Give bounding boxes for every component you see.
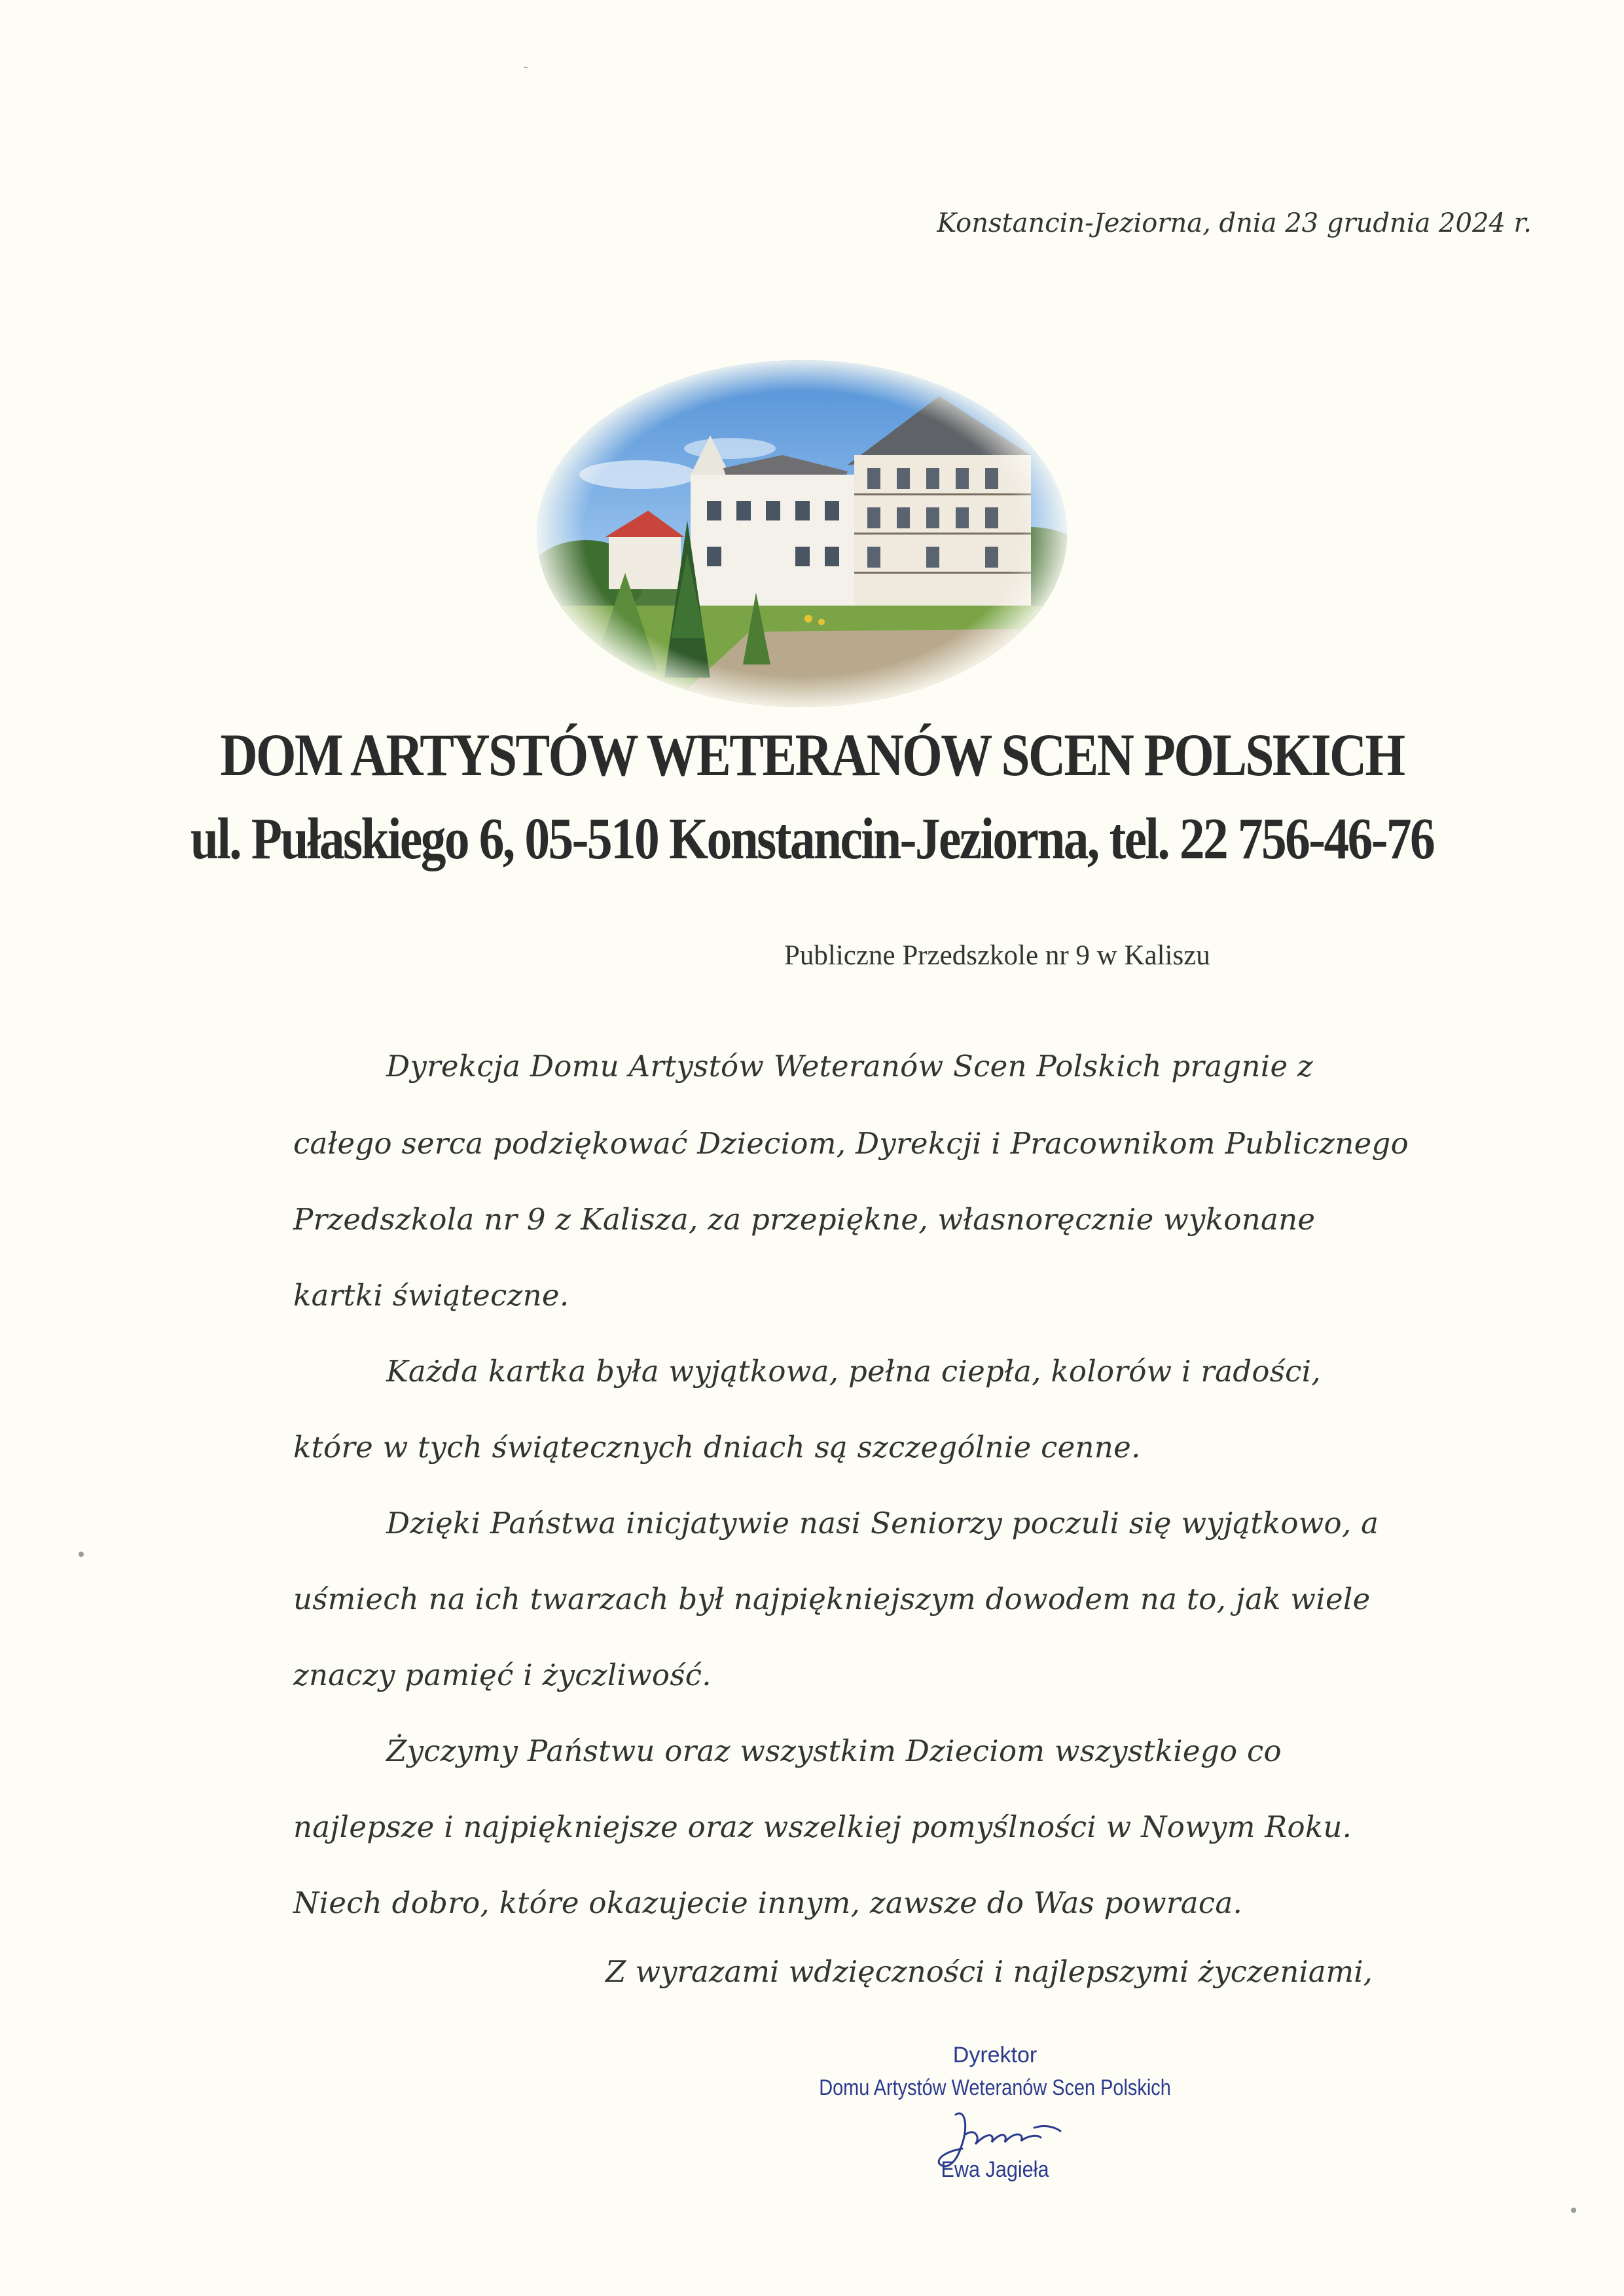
institution-name: DOM ARTYSTÓW WETERANÓW SCEN POLSKICH xyxy=(220,721,1404,788)
stamp-organization: Domu Artystów Weteranów Scen Polskich xyxy=(819,2075,1171,2100)
body-line: uśmiech na ich twarzach był najpiękniejszym dowodem na to, jak wiele xyxy=(293,1582,1371,1616)
stamp-title: Dyrektor xyxy=(952,2043,1038,2068)
closing-line: Z wyrazami wdzięczności i najlepszymi życzeniami, xyxy=(605,1954,1373,1989)
body-line: całego serca podziękować Dzieciom, Dyrekcji i Pracownikom Publicznego xyxy=(293,1126,1409,1161)
building-photo-icon xyxy=(533,357,1070,710)
body-line: Życzymy Państwu oraz wszystkim Dzieciom wszystkiego co xyxy=(386,1734,1282,1768)
body-line: Każda kartka była wyjątkowa, pełna ciepła, kolorów i radości, xyxy=(386,1354,1321,1389)
scan-speck xyxy=(79,1552,84,1557)
institution-address: ul. Pułaskiego 6, 05-510 Konstancin-Jeziorna, tel. 22 756-46-76 xyxy=(190,807,1434,871)
body-line: najlepsze i najpiękniejsze oraz wszelkiej pomyślności w Nowym Roku. xyxy=(293,1810,1352,1844)
recipient: Publiczne Przedszkole nr 9 w Kaliszu xyxy=(784,940,1210,971)
body-line: znaczy pamięć i życzliwość. xyxy=(293,1658,712,1692)
body-line: Dzięki Państwa inicjatywie nasi Seniorzy poczuli się wyjątkowo, a xyxy=(386,1506,1379,1540)
scan-speck xyxy=(524,67,528,68)
body-line: kartki świąteczne. xyxy=(293,1278,569,1313)
body-line: Dyrekcja Domu Artystów Weteranów Scen Polskich pragnie z xyxy=(386,1049,1313,1084)
signature-stamp xyxy=(785,2043,1204,2193)
body-line: Przedszkola nr 9 z Kalisza, za przepiękne, własnoręcznie wykonane xyxy=(293,1202,1316,1237)
stamp-name: Ewa Jagieła xyxy=(941,2157,1049,2182)
body-line: Niech dobro, które okazujecie innym, zawsze do Was powraca. xyxy=(293,1886,1243,1920)
body-line: które w tych świątecznych dniach są szczególnie cenne. xyxy=(293,1430,1141,1465)
scan-speck xyxy=(1571,2208,1576,2213)
date-line: Konstancin-Jeziorna, dnia 23 grudnia 2024 r. xyxy=(937,208,1532,238)
